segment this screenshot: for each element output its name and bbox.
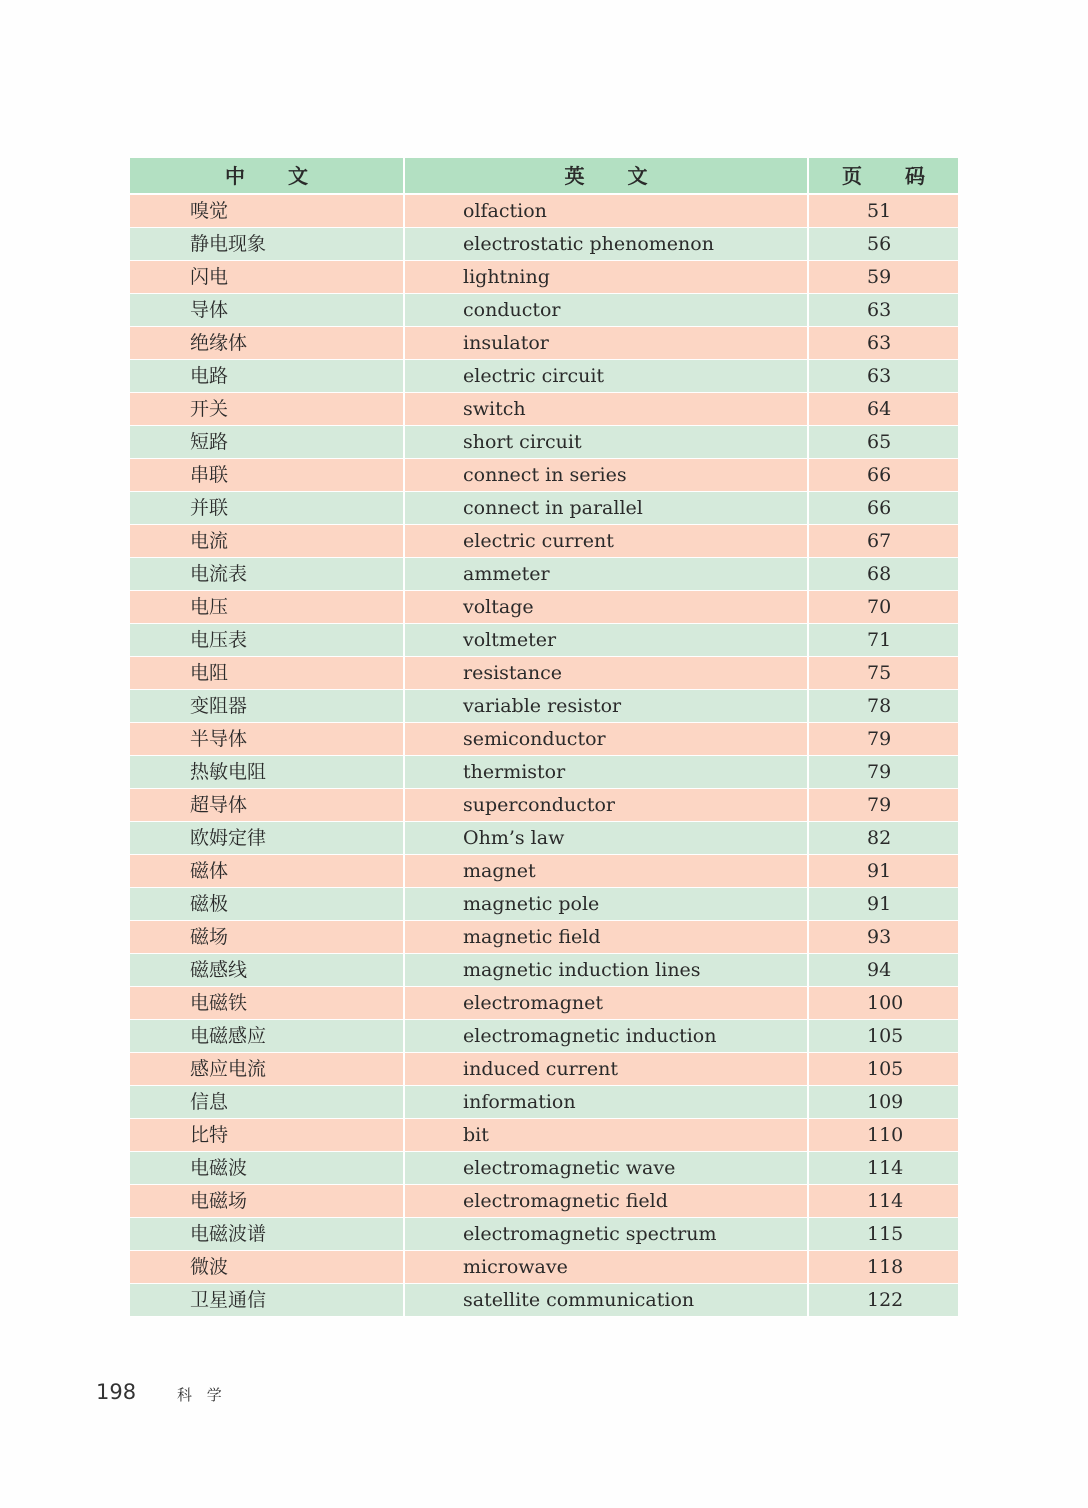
table-row [130,1185,958,1218]
table-row [130,987,958,1020]
table-row [130,492,958,525]
chinese-term: 磁感线 [130,954,405,986]
table-row [130,426,958,459]
table-row [130,558,958,591]
table-header [130,158,958,195]
page-ref: 71 [867,628,892,651]
chinese-term: 开关 [130,393,405,425]
page-ref: 100 [867,991,904,1014]
english-term: switch [405,393,809,425]
english-term: connect in parallel [405,492,809,524]
page-ref: 94 [867,958,892,981]
table-row [130,327,958,360]
english-term: satellite communication [405,1284,809,1316]
chinese-term: 电磁波谱 [130,1218,405,1250]
chinese-term: 电路 [130,360,405,392]
english-term: voltmeter [405,624,809,656]
chinese-term: 超导体 [130,789,405,821]
chinese-term: 变阻器 [130,690,405,722]
chinese-term: 磁极 [130,888,405,920]
page-ref: 79 [867,727,892,750]
table-row [130,459,958,492]
page-number: 198 [96,1380,137,1404]
table-row [130,1218,958,1251]
chinese-term: 卫星通信 [130,1284,405,1316]
page-ref: 82 [867,826,892,849]
table-row [130,789,958,822]
chinese-term: 闪电 [130,261,405,293]
chinese-term: 电磁感应 [130,1020,405,1052]
table-row [130,1251,958,1284]
english-term: microwave [405,1251,809,1283]
page-ref: 79 [867,760,892,783]
chinese-term: 半导体 [130,723,405,755]
english-term: magnetic field [405,921,809,953]
table-row [130,525,958,558]
table-row [130,756,958,789]
english-term: electric current [405,525,809,557]
table-row [130,888,958,921]
page-ref: 67 [867,529,892,552]
chinese-term: 比特 [130,1119,405,1151]
page-ref: 118 [867,1255,904,1278]
page-ref: 105 [867,1057,904,1080]
chinese-term: 电压 [130,591,405,623]
english-term: short circuit [405,426,809,458]
table-row [130,1086,958,1119]
english-term: information [405,1086,809,1118]
english-term: magnet [405,855,809,887]
table-row [130,1284,958,1317]
page-ref: 91 [867,892,892,915]
chinese-term: 欧姆定律 [130,822,405,854]
page-ref: 75 [867,661,892,684]
page-ref: 68 [867,562,892,585]
glossary-table [130,158,958,1317]
table-row [130,591,958,624]
english-term: Ohm’s law [405,822,809,854]
table-row [130,393,958,426]
chinese-term: 电流 [130,525,405,557]
table-row [130,1152,958,1185]
english-term: ammeter [405,558,809,590]
table-body [130,195,958,1317]
header-page: 页 码 [842,163,943,188]
english-term: electromagnetic wave [405,1152,809,1184]
table-row [130,723,958,756]
chinese-term: 磁体 [130,855,405,887]
chinese-term: 信息 [130,1086,405,1118]
page-ref: 66 [867,463,892,486]
english-term: electric circuit [405,360,809,392]
table-row [130,1053,958,1086]
page-ref: 64 [867,397,892,420]
table-row [130,1119,958,1152]
page-ref: 110 [867,1123,904,1146]
chinese-term: 磁场 [130,921,405,953]
english-term: electromagnetic induction [405,1020,809,1052]
english-term: superconductor [405,789,809,821]
english-term: induced current [405,1053,809,1085]
table-row [130,1020,958,1053]
book-title: 科 学 [177,1386,227,1404]
table-row [130,657,958,690]
chinese-term: 电流表 [130,558,405,590]
page-ref: 56 [867,232,892,255]
english-term: lightning [405,261,809,293]
chinese-term: 电压表 [130,624,405,656]
table-row [130,921,958,954]
table-row [130,624,958,657]
page-ref: 51 [867,199,892,222]
english-term: conductor [405,294,809,326]
chinese-term: 电磁铁 [130,987,405,1019]
page-ref: 91 [867,859,892,882]
english-term: electromagnetic field [405,1185,809,1217]
chinese-term: 感应电流 [130,1053,405,1085]
english-term: connect in series [405,459,809,491]
page-ref: 66 [867,496,892,519]
chinese-term: 嗅觉 [130,195,405,227]
english-term: electromagnetic spectrum [405,1218,809,1250]
chinese-term: 并联 [130,492,405,524]
table-row [130,294,958,327]
page-ref: 122 [867,1288,904,1311]
page-ref: 70 [867,595,892,618]
chinese-term: 静电现象 [130,228,405,260]
chinese-term: 电磁场 [130,1185,405,1217]
english-term: bit [405,1119,809,1151]
chinese-term: 热敏电阻 [130,756,405,788]
page-ref: 115 [867,1222,904,1245]
table-row [130,822,958,855]
page-ref: 79 [867,793,892,816]
table-row [130,195,958,228]
page-ref: 59 [867,265,892,288]
chinese-term: 电磁波 [130,1152,405,1184]
page-ref: 93 [867,925,892,948]
english-term: resistance [405,657,809,689]
page-ref: 114 [867,1156,904,1179]
chinese-term: 串联 [130,459,405,491]
page-ref: 109 [867,1090,904,1113]
header-chinese: 中 文 [130,158,405,193]
page-ref: 114 [867,1189,904,1212]
page-ref: 63 [867,298,892,321]
english-term: electromagnet [405,987,809,1019]
page-ref: 78 [867,694,892,717]
english-term: variable resistor [405,690,809,722]
english-term: olfaction [405,195,809,227]
chinese-term: 微波 [130,1251,405,1283]
english-term: magnetic pole [405,888,809,920]
page-ref: 63 [867,331,892,354]
english-term: voltage [405,591,809,623]
page-ref: 65 [867,430,892,453]
table-row [130,690,958,723]
english-term: insulator [405,327,809,359]
table-row [130,954,958,987]
english-term: electrostatic phenomenon [405,228,809,260]
table-row [130,360,958,393]
chinese-term: 电阻 [130,657,405,689]
english-term: magnetic induction lines [405,954,809,986]
table-row [130,228,958,261]
chinese-term: 导体 [130,294,405,326]
chinese-term: 绝缘体 [130,327,405,359]
table-row [130,261,958,294]
page-ref: 105 [867,1024,904,1047]
table-row [130,855,958,888]
chinese-term: 短路 [130,426,405,458]
header-english: 英 文 [405,158,809,193]
page-ref: 63 [867,364,892,387]
english-term: thermistor [405,756,809,788]
english-term: semiconductor [405,723,809,755]
